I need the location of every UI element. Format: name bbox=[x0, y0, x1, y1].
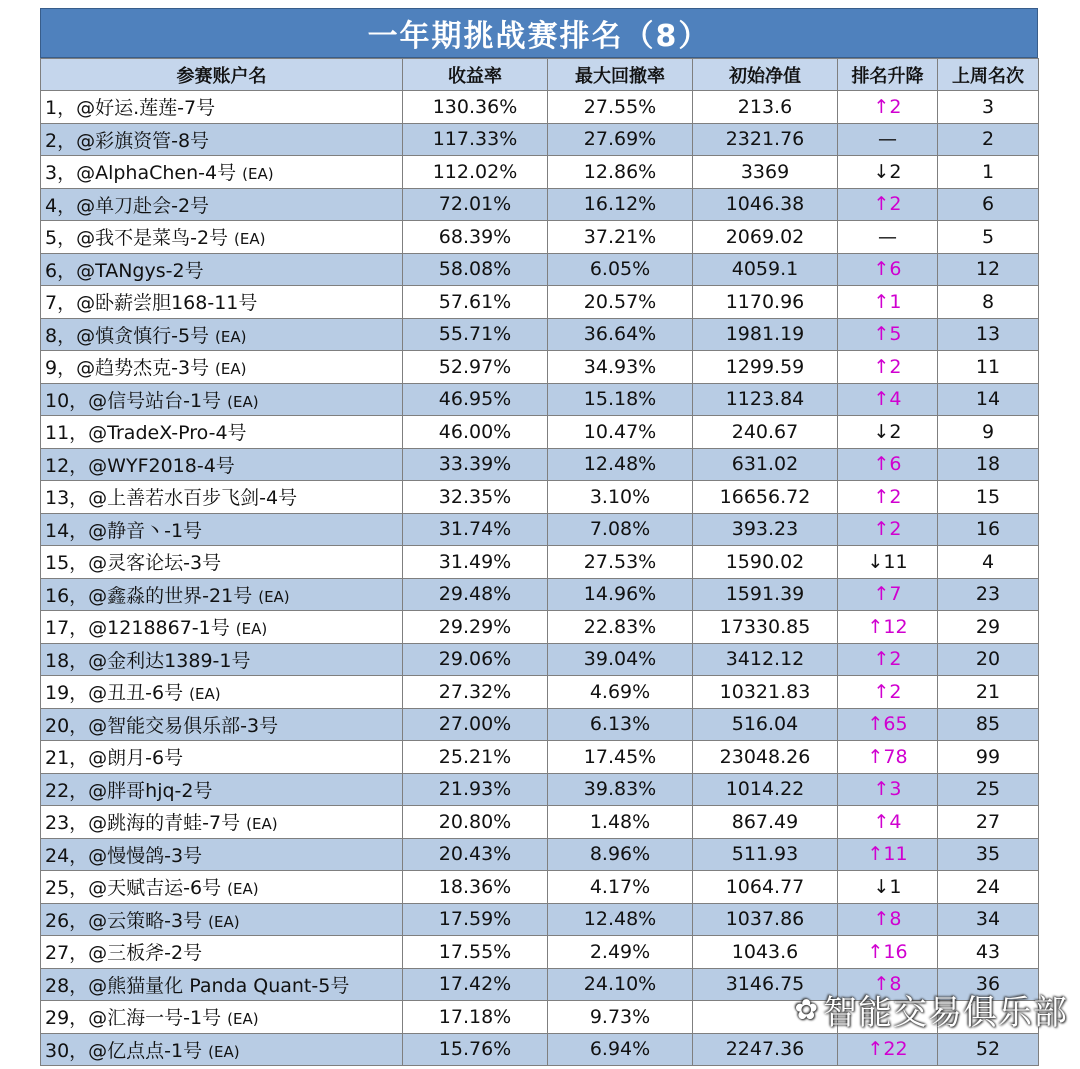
cell-max-drawdown: 27.69% bbox=[548, 123, 693, 156]
cell-last-week-rank: 23 bbox=[938, 578, 1039, 611]
cell-max-drawdown: 10.47% bbox=[548, 416, 693, 449]
ea-tag: (EA) bbox=[258, 587, 290, 606]
cell-max-drawdown: 9.73% bbox=[548, 1001, 693, 1034]
account-name-text: 23，@跳海的青蛙-7号 bbox=[45, 812, 241, 835]
cell-return-rate: 117.33% bbox=[403, 123, 548, 156]
cell-return-rate: 31.74% bbox=[403, 513, 548, 546]
cell-last-week-rank: 25 bbox=[938, 773, 1039, 806]
table-row bbox=[41, 481, 1039, 514]
cell-initial-nav: 631.02 bbox=[693, 448, 838, 481]
cell-max-drawdown: 1.48% bbox=[548, 806, 693, 839]
cell-max-drawdown: 4.69% bbox=[548, 676, 693, 709]
account-name-text: 12，@WYF2018-4号 bbox=[45, 454, 235, 477]
cell-return-rate: 18.36% bbox=[403, 871, 548, 904]
cell-account-name bbox=[41, 253, 403, 286]
cell-max-drawdown: 12.48% bbox=[548, 448, 693, 481]
cell-account-name bbox=[41, 806, 403, 839]
ea-tag: (EA) bbox=[227, 392, 259, 411]
table-row bbox=[41, 91, 1039, 124]
cell-initial-nav: 1170.96 bbox=[693, 286, 838, 319]
cell-last-week-rank: 36 bbox=[938, 968, 1039, 1001]
table-row bbox=[41, 611, 1039, 644]
account-name-text: 16，@鑫淼的世界-21号 bbox=[45, 584, 253, 607]
ea-tag: (EA) bbox=[234, 230, 266, 249]
cell-last-week-rank: 14 bbox=[938, 383, 1039, 416]
cell-rank-change: ↑78 bbox=[838, 741, 938, 774]
cell-rank-change: ↑22 bbox=[838, 1033, 938, 1066]
cell-last-week-rank: 52 bbox=[938, 1033, 1039, 1066]
header-last-week-rank: 上周名次 bbox=[938, 59, 1039, 91]
cell-max-drawdown: 22.83% bbox=[548, 611, 693, 644]
cell-initial-nav: 1590.02 bbox=[693, 546, 838, 579]
cell-account-name bbox=[41, 448, 403, 481]
cell-return-rate: 32.35% bbox=[403, 481, 548, 514]
table-row bbox=[41, 156, 1039, 189]
account-name-text: 5，@我不是菜鸟-2号 bbox=[45, 227, 229, 250]
cell-account-name bbox=[41, 1001, 403, 1034]
cell-initial-nav: 516.04 bbox=[693, 708, 838, 741]
cell-last-week-rank: 12 bbox=[938, 253, 1039, 286]
table-row bbox=[41, 221, 1039, 254]
cell-last-week-rank: 4 bbox=[938, 546, 1039, 579]
cell-initial-nav: 1981.19 bbox=[693, 318, 838, 351]
cell-return-rate: 27.00% bbox=[403, 708, 548, 741]
cell-initial-nav: 2247.36 bbox=[693, 1033, 838, 1066]
cell-max-drawdown: 14.96% bbox=[548, 578, 693, 611]
table-row bbox=[41, 546, 1039, 579]
cell-max-drawdown: 6.05% bbox=[548, 253, 693, 286]
cell-rank-change: — bbox=[838, 123, 938, 156]
cell-rank-change: ↑11 bbox=[838, 838, 938, 871]
cell-last-week-rank: 27 bbox=[938, 806, 1039, 839]
cell-return-rate: 58.08% bbox=[403, 253, 548, 286]
account-name-text: 14，@静音丶-1号 bbox=[45, 519, 203, 542]
cell-rank-change: ↑3 bbox=[838, 773, 938, 806]
cell-return-rate: 17.55% bbox=[403, 936, 548, 969]
cell-max-drawdown: 6.13% bbox=[548, 708, 693, 741]
cell-max-drawdown: 12.86% bbox=[548, 156, 693, 189]
cell-last-week-rank: 3 bbox=[938, 91, 1039, 124]
account-name-text: 15，@灵客论坛-3号 bbox=[45, 552, 222, 575]
header-return-rate: 收益率 bbox=[403, 59, 548, 91]
cell-initial-nav: 2321.76 bbox=[693, 123, 838, 156]
table-row bbox=[41, 253, 1039, 286]
cell-initial-nav: 2069.02 bbox=[693, 221, 838, 254]
cell-last-week-rank: 99 bbox=[938, 741, 1039, 774]
cell-last-week-rank: 11 bbox=[938, 351, 1039, 384]
cell-rank-change: ↑8 bbox=[838, 968, 938, 1001]
cell-return-rate: 46.00% bbox=[403, 416, 548, 449]
cell-rank-change: ↑8 bbox=[838, 903, 938, 936]
cell-max-drawdown: 39.83% bbox=[548, 773, 693, 806]
account-name-text: 19，@丑丑-6号 bbox=[45, 682, 184, 705]
cell-last-week-rank: 5 bbox=[938, 221, 1039, 254]
table-row bbox=[41, 188, 1039, 221]
cell-rank-change: ↓2 bbox=[838, 416, 938, 449]
table-row bbox=[41, 513, 1039, 546]
cell-max-drawdown: 7.08% bbox=[548, 513, 693, 546]
cell-rank-change: ↑2 bbox=[838, 676, 938, 709]
cell-last-week-rank: 9 bbox=[938, 416, 1039, 449]
cell-last-week-rank: 18 bbox=[938, 448, 1039, 481]
header-account-name: 参赛账户名 bbox=[41, 59, 403, 91]
header-row bbox=[41, 59, 1039, 91]
account-name-text: 9，@趋势杰克-3号 bbox=[45, 357, 210, 380]
cell-initial-nav: 1591.39 bbox=[693, 578, 838, 611]
watermark-text: 智能交易俱乐部 bbox=[823, 993, 1068, 1033]
cell-initial-nav: 213.6 bbox=[693, 91, 838, 124]
account-name-text: 25，@天赋吉运-6号 bbox=[45, 877, 222, 900]
cell-last-week-rank: 20 bbox=[938, 643, 1039, 676]
cell-initial-nav: 511.93 bbox=[693, 838, 838, 871]
account-name-text: 6，@TANgys-2号 bbox=[45, 259, 204, 282]
cell-initial-nav: 1037.86 bbox=[693, 903, 838, 936]
cell-return-rate: 31.49% bbox=[403, 546, 548, 579]
cell-rank-change: ↑2 bbox=[838, 513, 938, 546]
cell-account-name bbox=[41, 871, 403, 904]
cell-return-rate: 29.06% bbox=[403, 643, 548, 676]
cell-initial-nav: 3146.75 bbox=[693, 968, 838, 1001]
cell-rank-change: ↑1 bbox=[838, 286, 938, 319]
cell-return-rate: 46.95% bbox=[403, 383, 548, 416]
cell-account-name bbox=[41, 351, 403, 384]
cell-initial-nav: 1043.6 bbox=[693, 936, 838, 969]
cell-return-rate: 72.01% bbox=[403, 188, 548, 221]
cell-rank-change: ↓2 bbox=[838, 156, 938, 189]
cell-rank-change: ↑2 bbox=[838, 481, 938, 514]
cell-return-rate: 130.36% bbox=[403, 91, 548, 124]
cell-max-drawdown: 16.12% bbox=[548, 188, 693, 221]
cell-rank-change: ↑65 bbox=[838, 708, 938, 741]
table-row bbox=[41, 318, 1039, 351]
cell-rank-change: ↑4 bbox=[838, 806, 938, 839]
table-row bbox=[41, 643, 1039, 676]
cell-initial-nav: 17330.85 bbox=[693, 611, 838, 644]
account-name-text: 30，@亿点点-1号 bbox=[45, 1039, 203, 1062]
account-name-text: 10，@信号站台-1号 bbox=[45, 389, 222, 412]
cell-account-name bbox=[41, 903, 403, 936]
cell-initial-nav: 867.49 bbox=[693, 806, 838, 839]
ea-tag: (EA) bbox=[235, 620, 268, 639]
table-row bbox=[41, 903, 1039, 936]
ranking-table bbox=[40, 58, 1039, 1066]
cell-return-rate: 29.29% bbox=[403, 611, 548, 644]
cell-rank-change: ↑6 bbox=[838, 448, 938, 481]
cell-account-name bbox=[41, 481, 403, 514]
table-row bbox=[41, 773, 1039, 806]
account-name-text: 18，@金利达1389-1号 bbox=[45, 649, 251, 672]
cell-account-name bbox=[41, 611, 403, 644]
table-row bbox=[41, 741, 1039, 774]
cell-return-rate: 20.80% bbox=[403, 806, 548, 839]
cell-account-name bbox=[41, 643, 403, 676]
cell-account-name bbox=[41, 708, 403, 741]
account-name-text: 21，@朗月-6号 bbox=[45, 747, 184, 770]
ea-tag: (EA) bbox=[208, 1042, 240, 1061]
wechat-logo-icon: ✿ bbox=[794, 993, 819, 1026]
ea-tag: (EA) bbox=[227, 880, 259, 899]
cell-rank-change: ↑2 bbox=[838, 351, 938, 384]
account-name-text: 1，@好运.莲莲-7号 bbox=[45, 97, 216, 120]
cell-last-week-rank: 2 bbox=[938, 123, 1039, 156]
cell-max-drawdown: 36.64% bbox=[548, 318, 693, 351]
ea-tag: (EA) bbox=[246, 815, 278, 834]
cell-rank-change: ↓1 bbox=[838, 871, 938, 904]
cell-account-name bbox=[41, 773, 403, 806]
table-row bbox=[41, 806, 1039, 839]
cell-account-name bbox=[41, 123, 403, 156]
cell-last-week-rank: 21 bbox=[938, 676, 1039, 709]
cell-max-drawdown: 20.57% bbox=[548, 286, 693, 319]
cell-return-rate: 21.93% bbox=[403, 773, 548, 806]
cell-return-rate: 27.32% bbox=[403, 676, 548, 709]
cell-last-week-rank: 6 bbox=[938, 188, 1039, 221]
cell-account-name bbox=[41, 188, 403, 221]
cell-account-name bbox=[41, 546, 403, 579]
cell-initial-nav: 10321.83 bbox=[693, 676, 838, 709]
cell-last-week-rank: 35 bbox=[938, 838, 1039, 871]
cell-max-drawdown: 12.48% bbox=[548, 903, 693, 936]
cell-initial-nav: 1046.38 bbox=[693, 188, 838, 221]
account-name-text: 3，@AlphaChen-4号 bbox=[45, 162, 237, 185]
cell-account-name bbox=[41, 91, 403, 124]
ea-tag: (EA) bbox=[215, 360, 247, 379]
cell-account-name bbox=[41, 513, 403, 546]
cell-initial-nav: 3369 bbox=[693, 156, 838, 189]
cell-return-rate: 17.18% bbox=[403, 1001, 548, 1034]
cell-max-drawdown: 15.18% bbox=[548, 383, 693, 416]
account-name-text: 28，@熊猫量化 Panda Quant-5号 bbox=[45, 974, 350, 997]
cell-last-week-rank: 1 bbox=[938, 156, 1039, 189]
cell-max-drawdown: 24.10% bbox=[548, 968, 693, 1001]
account-name-text: 2，@彩旗资管-8号 bbox=[45, 129, 210, 152]
cell-account-name bbox=[41, 156, 403, 189]
cell-return-rate: 17.59% bbox=[403, 903, 548, 936]
cell-last-week-rank: 85 bbox=[938, 708, 1039, 741]
cell-initial-nav: 16656.72 bbox=[693, 481, 838, 514]
table-row bbox=[41, 708, 1039, 741]
cell-account-name bbox=[41, 578, 403, 611]
cell-rank-change: — bbox=[838, 221, 938, 254]
table-body bbox=[41, 91, 1039, 1066]
cell-return-rate: 29.48% bbox=[403, 578, 548, 611]
table-row bbox=[41, 871, 1039, 904]
header-max-drawdown: 最大回撤率 bbox=[548, 59, 693, 91]
account-name-text: 27，@三板斧-2号 bbox=[45, 942, 203, 965]
cell-rank-change: ↑4 bbox=[838, 383, 938, 416]
cell-account-name bbox=[41, 838, 403, 871]
cell-return-rate: 33.39% bbox=[403, 448, 548, 481]
account-name-text: 4，@单刀赴会-2号 bbox=[45, 194, 210, 217]
cell-account-name bbox=[41, 1033, 403, 1066]
cell-last-week-rank: 29 bbox=[938, 611, 1039, 644]
account-name-text: 29，@汇海一号-1号 bbox=[45, 1007, 222, 1030]
cell-account-name bbox=[41, 383, 403, 416]
account-name-text: 13，@上善若水百步飞剑-4号 bbox=[45, 487, 298, 510]
cell-max-drawdown: 6.94% bbox=[548, 1033, 693, 1066]
cell-max-drawdown: 8.96% bbox=[548, 838, 693, 871]
table-row bbox=[41, 383, 1039, 416]
account-name-text: 20，@智能交易俱乐部-3号 bbox=[45, 714, 279, 737]
cell-max-drawdown: 3.10% bbox=[548, 481, 693, 514]
cell-max-drawdown: 27.53% bbox=[548, 546, 693, 579]
table-row bbox=[41, 676, 1039, 709]
cell-max-drawdown: 2.49% bbox=[548, 936, 693, 969]
ea-tag: (EA) bbox=[242, 165, 274, 184]
header-initial-nav: 初始净值 bbox=[693, 59, 838, 91]
cell-initial-nav: 23048.26 bbox=[693, 741, 838, 774]
table-row bbox=[41, 123, 1039, 156]
cell-initial-nav: 1299.59 bbox=[693, 351, 838, 384]
cell-rank-change: ↑16 bbox=[838, 936, 938, 969]
table-row bbox=[41, 578, 1039, 611]
cell-max-drawdown: 39.04% bbox=[548, 643, 693, 676]
cell-return-rate: 55.71% bbox=[403, 318, 548, 351]
account-name-text: 26，@云策略-3号 bbox=[45, 909, 203, 932]
cell-initial-nav: 3412.12 bbox=[693, 643, 838, 676]
account-name-text: 11，@TradeX-Pro-4号 bbox=[45, 422, 247, 445]
cell-return-rate: 68.39% bbox=[403, 221, 548, 254]
cell-account-name bbox=[41, 221, 403, 254]
watermark bbox=[795, 985, 1068, 1034]
cell-max-drawdown: 34.93% bbox=[548, 351, 693, 384]
cell-initial-nav: 240.67 bbox=[693, 416, 838, 449]
cell-account-name bbox=[41, 968, 403, 1001]
cell-return-rate: 25.21% bbox=[403, 741, 548, 774]
cell-return-rate: 20.43% bbox=[403, 838, 548, 871]
account-name-text: 22，@胖哥hjq-2号 bbox=[45, 779, 213, 802]
cell-initial-nav: 1123.84 bbox=[693, 383, 838, 416]
cell-initial-nav: 1014.22 bbox=[693, 773, 838, 806]
account-name-text: 7，@卧薪尝胆168-11号 bbox=[45, 292, 258, 315]
ea-tag: (EA) bbox=[227, 1010, 259, 1029]
ranking-table-container bbox=[40, 8, 1038, 1066]
cell-rank-change: ↑5 bbox=[838, 318, 938, 351]
cell-max-drawdown: 27.55% bbox=[548, 91, 693, 124]
account-name-text: 8，@慎贪慎行-5号 bbox=[45, 324, 210, 347]
account-name-text: 24，@慢慢鸽-3号 bbox=[45, 844, 203, 867]
cell-account-name bbox=[41, 676, 403, 709]
cell-rank-change: ↑2 bbox=[838, 188, 938, 221]
cell-max-drawdown: 4.17% bbox=[548, 871, 693, 904]
cell-rank-change: ↑2 bbox=[838, 91, 938, 124]
cell-last-week-rank: 43 bbox=[938, 936, 1039, 969]
cell-rank-change: ↓11 bbox=[838, 546, 938, 579]
ea-tag: (EA) bbox=[208, 912, 240, 931]
table-row bbox=[41, 448, 1039, 481]
account-name-text: 17，@1218867-1号 bbox=[45, 617, 230, 640]
cell-return-rate: 17.42% bbox=[403, 968, 548, 1001]
cell-rank-change: ↑2 bbox=[838, 643, 938, 676]
cell-return-rate: 112.02% bbox=[403, 156, 548, 189]
header-rank-change: 排名升降 bbox=[838, 59, 938, 91]
cell-rank-change: ↑12 bbox=[838, 611, 938, 644]
cell-last-week-rank: 13 bbox=[938, 318, 1039, 351]
table-row bbox=[41, 1033, 1039, 1066]
ea-tag: (EA) bbox=[215, 327, 247, 346]
table-row bbox=[41, 936, 1039, 969]
cell-last-week-rank: 16 bbox=[938, 513, 1039, 546]
cell-last-week-rank: 34 bbox=[938, 903, 1039, 936]
cell-account-name bbox=[41, 318, 403, 351]
cell-initial-nav: 4059.1 bbox=[693, 253, 838, 286]
cell-account-name bbox=[41, 416, 403, 449]
cell-account-name bbox=[41, 936, 403, 969]
cell-max-drawdown: 37.21% bbox=[548, 221, 693, 254]
cell-max-drawdown: 17.45% bbox=[548, 741, 693, 774]
table-row bbox=[41, 838, 1039, 871]
cell-account-name bbox=[41, 286, 403, 319]
table-row bbox=[41, 416, 1039, 449]
ea-tag: (EA) bbox=[189, 685, 221, 704]
table-row bbox=[41, 351, 1039, 384]
cell-return-rate: 57.61% bbox=[403, 286, 548, 319]
table-title: 一年期挑战赛排名（8） bbox=[40, 8, 1038, 58]
table-row bbox=[41, 286, 1039, 319]
cell-last-week-rank: 8 bbox=[938, 286, 1039, 319]
cell-last-week-rank: 15 bbox=[938, 481, 1039, 514]
cell-initial-nav: 1064.77 bbox=[693, 871, 838, 904]
cell-rank-change: ↑6 bbox=[838, 253, 938, 286]
cell-return-rate: 52.97% bbox=[403, 351, 548, 384]
cell-last-week-rank: 24 bbox=[938, 871, 1039, 904]
cell-account-name bbox=[41, 741, 403, 774]
cell-initial-nav: 393.23 bbox=[693, 513, 838, 546]
cell-rank-change: ↑7 bbox=[838, 578, 938, 611]
cell-return-rate: 15.76% bbox=[403, 1033, 548, 1066]
